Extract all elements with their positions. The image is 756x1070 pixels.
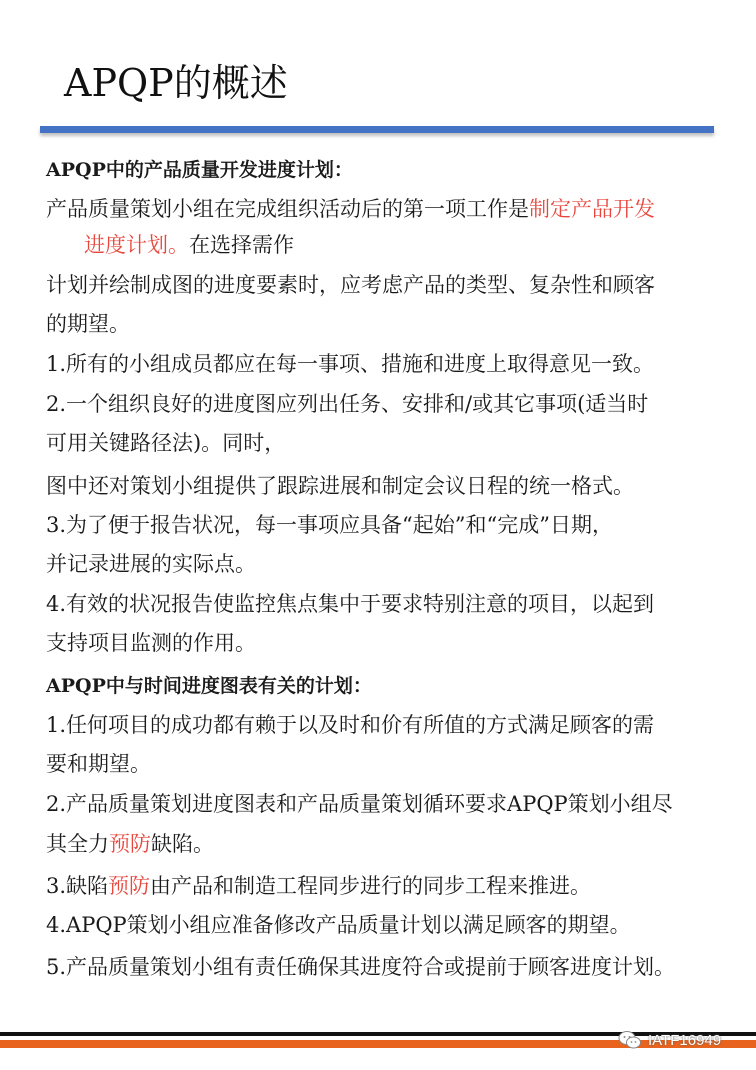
section1-list-item: 4.有效的状况报告使监控焦点集中于要求特别注意的项目，以起到: [46, 592, 655, 616]
section2-heading: APQP中与时间进度图表有关的计划：: [46, 675, 372, 697]
section1-list-item: 可用关键路径法)。同时，: [46, 431, 286, 455]
section1-heading: APQP中的产品质量开发进度计划：: [46, 159, 353, 181]
section2-list-item: 要和期望。: [46, 752, 151, 776]
text-span: 在选择需作: [189, 233, 294, 257]
section1-list-item: 图中还对策划小组提供了跟踪进展和制定会议日程的统一格式。: [46, 474, 634, 498]
section1-list-item: 支持项目监测的作用。: [46, 631, 256, 655]
section1-list-item: 1.所有的小组成员都应在每一事项、措施和进度上取得意见一致。: [46, 352, 655, 376]
section1-paragraph-line: [84, 231, 294, 259]
section2-list-item: 4.APQP策划小组应准备修改产品质量计划以满足顾客的期望。: [46, 913, 631, 937]
text-span: 由产品和制造工程同步进行的同步工程来推进。: [150, 874, 592, 898]
section2-list-item: 1.任何项目的成功都有赖于以及时和价有所值的方式满足顾客的需: [46, 713, 655, 737]
section2-list-item: [46, 872, 591, 900]
text-span: 其全力: [46, 832, 109, 856]
title-underline-bar: [40, 126, 714, 133]
section1-list-item: 2.一个组织良好的进度图应列出任务、安排和/或其它事项(适当时: [46, 392, 649, 416]
section2-list-item: 2.产品质量策划进度图表和产品质量策划循环要求APQP策划小组尽: [46, 792, 673, 816]
text-span: 缺陷。: [151, 832, 214, 856]
wechat-icon: [618, 1029, 642, 1051]
section1-list-item: 3.为了便于报告状况，每一事项应具备“起始”和“完成”日期，: [46, 513, 613, 537]
text-span: 产品质量策划小组在完成组织活动后的第一项工作是: [46, 197, 529, 221]
highlight-text: 预防: [108, 874, 151, 898]
section1-list-item: 并记录进展的实际点。: [46, 552, 256, 576]
text-span: 3.缺陷: [46, 874, 109, 898]
section2-list-item: [46, 830, 214, 858]
section1-paragraph-line: 计划并绘制成图的进度要素时，应考虑产品的类型、复杂性和顾客: [46, 273, 655, 297]
section1-paragraph-line: 的期望。: [46, 312, 130, 336]
highlight-text: 进度计划。: [84, 233, 189, 257]
highlight-text: 预防: [109, 832, 151, 856]
highlight-text: 制定产品开发: [529, 197, 655, 221]
watermark-text: IATF16949: [648, 1031, 722, 1049]
section2-list-item: 5.产品质量策划小组有责任确保其进度符合或提前于顾客进度计划。: [46, 955, 676, 979]
page-title: APQP的概述: [64, 61, 288, 105]
watermark: [618, 1026, 721, 1054]
section1-paragraph-line: [46, 195, 655, 223]
